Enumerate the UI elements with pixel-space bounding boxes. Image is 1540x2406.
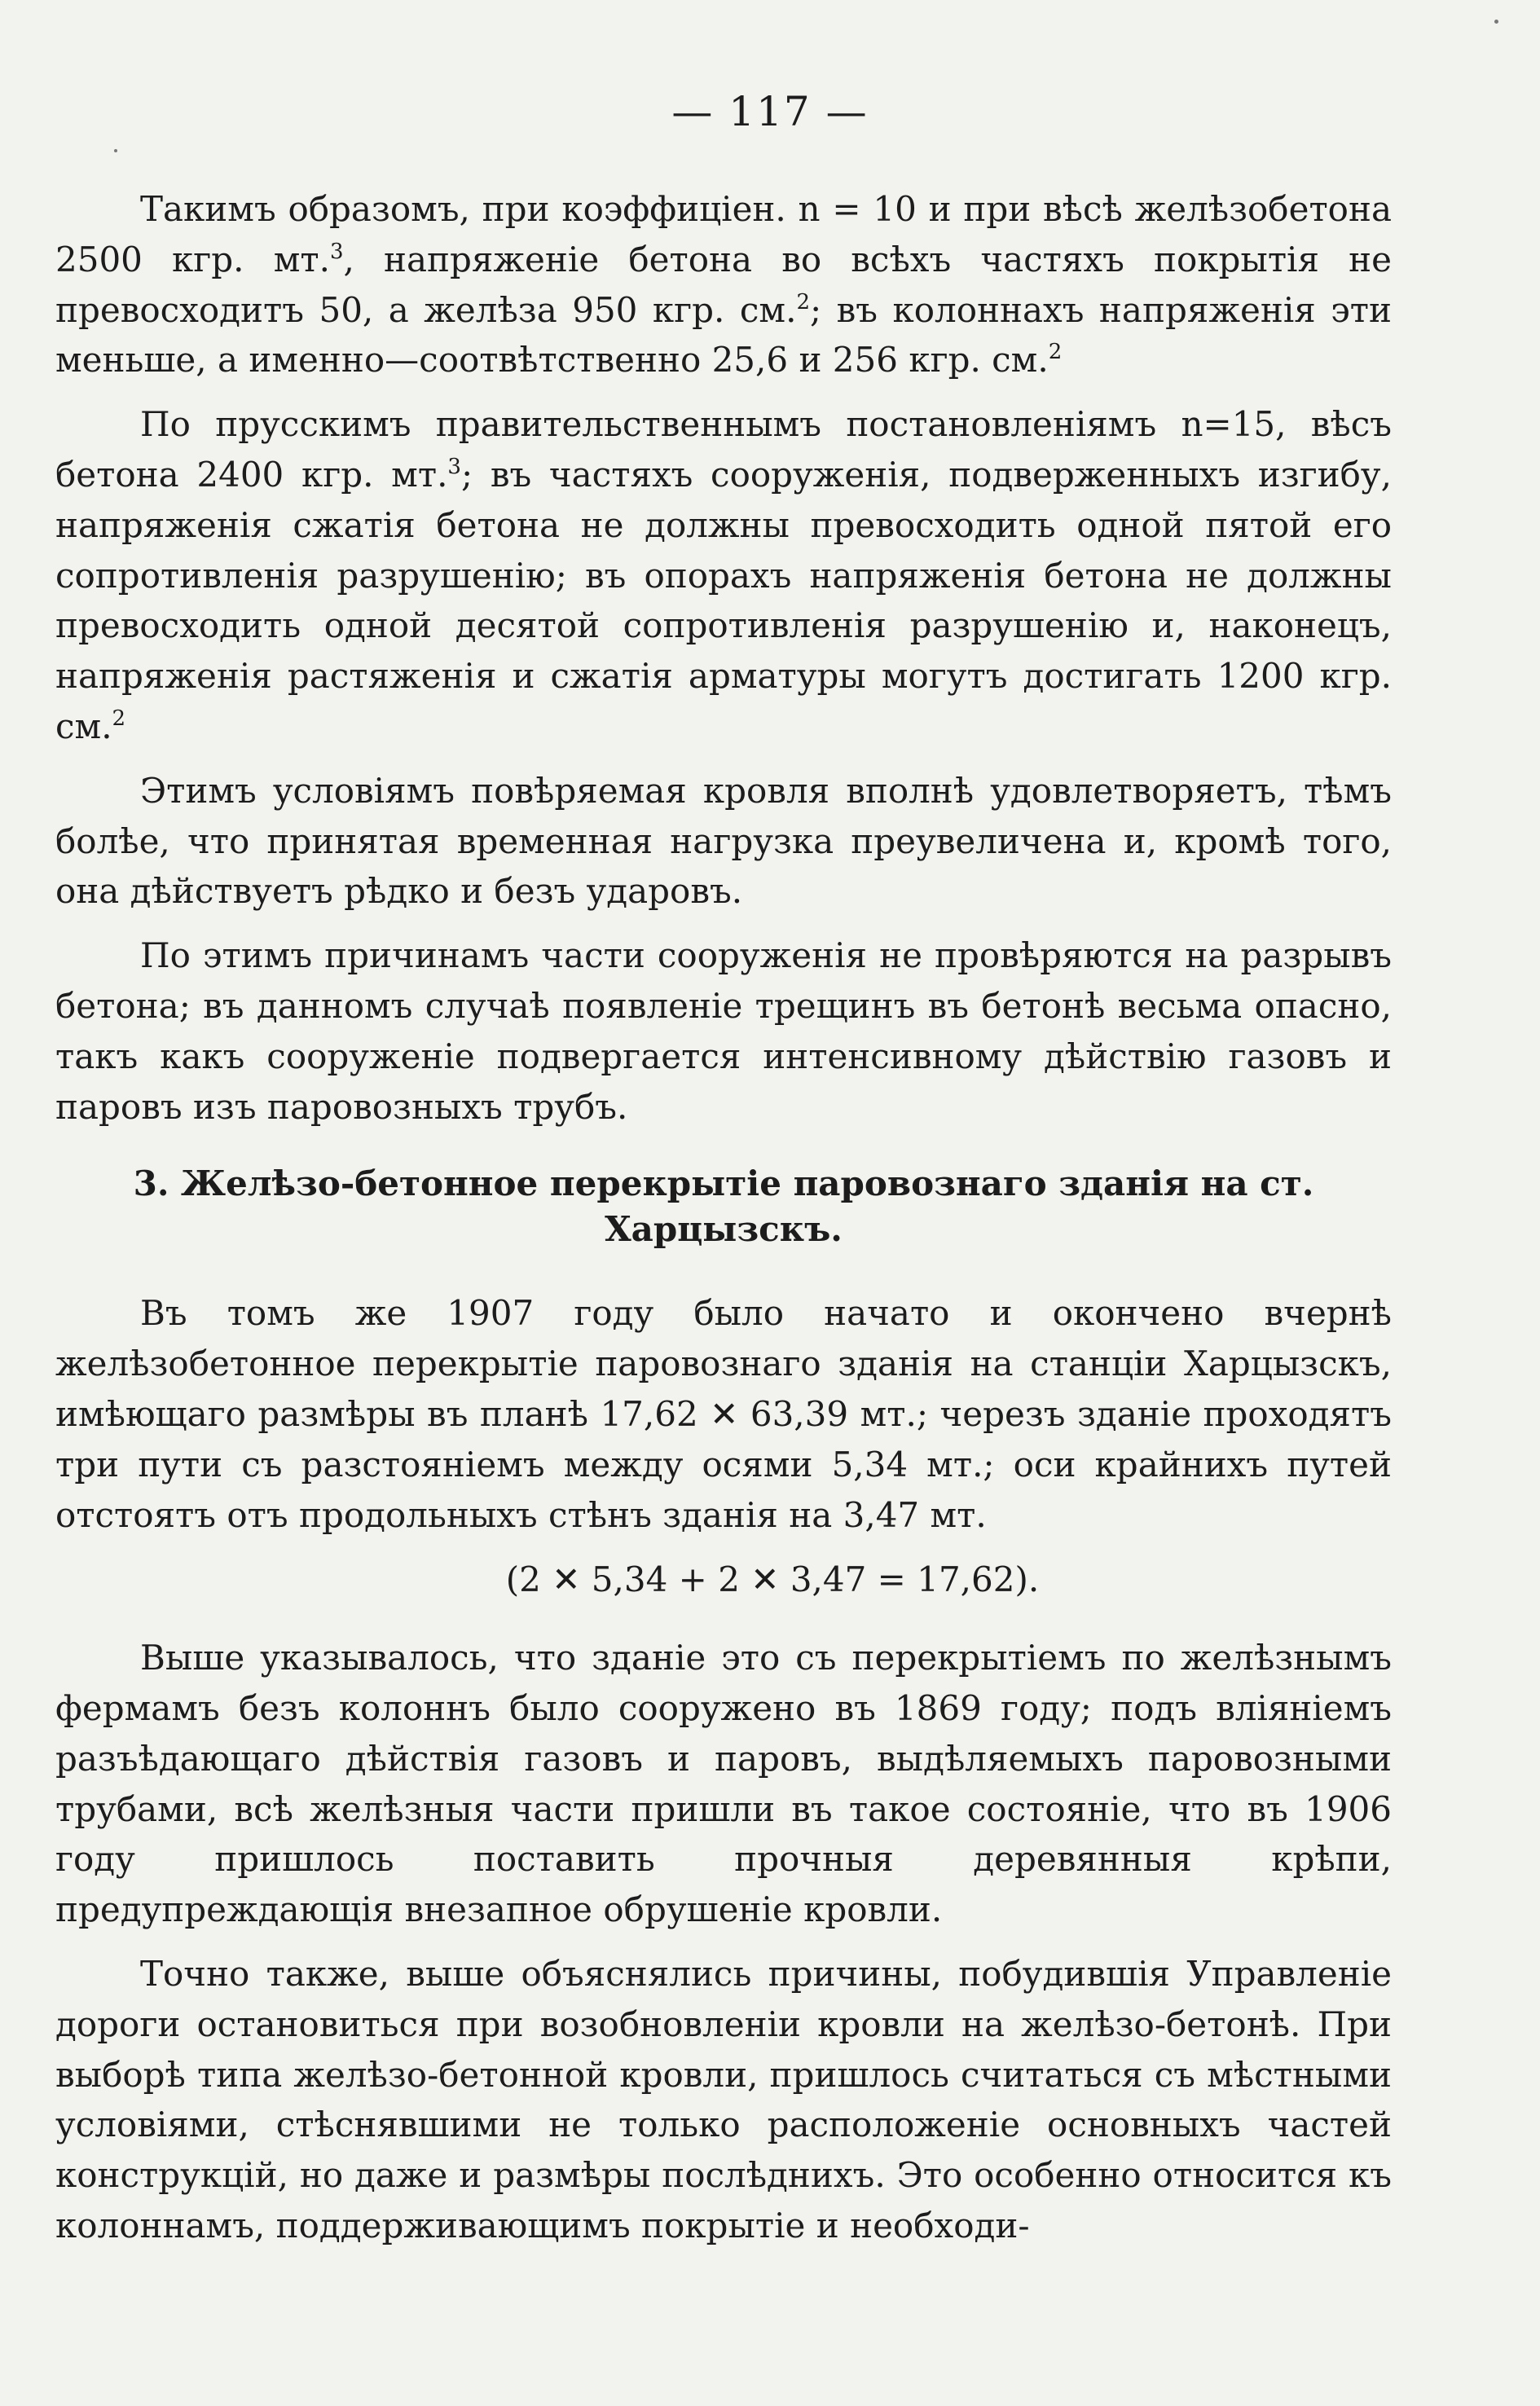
paragraph-2: По прусскимъ правительственнымъ постановленіямъ n=15, вѣсъ бетона 2400 кгр. мт.$^3$; въ частяхъ сооруженія, подверженныхъ изгибу, напряженія сжатія бетона не должны превосходить одной пятой его сопротивленія разрушенію; въ опорахъ напряженія бетона не должны превосходить одной десятой сопротивленія разрушенію и, наконецъ, напряженія растяженія и сжатія арматуры могутъ достигать 1200 кгр. см.$^2$	[55, 404, 1392, 746]
paragraph-6: Выше указывалось, что зданіе это съ перекрытіемъ по желѣзнымъ фермамъ безъ колоннъ было сооружено въ 1869 году; подъ вліяніемъ разъѣдающаго дѣйствія газовъ и паровъ, выдѣляемыхъ паровозными трубами, всѣ желѣзныя части пришли въ такое состояніе, что въ 1906 году пришлось поставить прочныя деревянныя крѣпи, предупреждающія внезапное обрушеніе кровли.	[55, 1638, 1392, 1930]
paragraph-7: Точно также, выше объяснялись причины, побудившія Управленіе дороги остановиться при возобновленіи кровли на желѣзо-бетонѣ. При выборѣ типа желѣзо-бетонной кровли, пришлось считаться съ мѣстными условіями, стѣснявшими не только расположеніе основныхъ частей конструкцій, но даже и размѣры послѣднихъ. Это особенно относится къ колоннамъ, поддерживающимъ покрытіе и необходи-	[55, 1953, 1392, 2245]
section-heading: 3. Желѣзо-бетонное перекрытіе паровознаго зданія на ст. Харцызскъ.	[133, 1163, 1314, 1250]
paragraph-1: Такимъ образомъ, при коэффиціен. n = 10 и при вѣсѣ желѣзобетона 2500 кгр. мт.$^3$, напряженіе бетона во всѣхъ частяхъ покрытія не превосходитъ 50, а желѣза 950 кгр. см.$^2$; въ колоннахъ напряженія эти меньше, а именно—соотвѣтственно 25,6 и 256 кгр. см.$^2$	[55, 189, 1392, 380]
paragraph-4: По этимъ причинамъ части сооруженія не провѣряются на разрывъ бетона; въ данномъ случаѣ появленіе трещинъ въ бетонѣ весьма опасно, такъ какъ сооруженіе подвергается интенсивному дѣйствію газовъ и паровъ изъ паровозныхъ трубъ.	[55, 935, 1392, 1127]
print-speck	[1494, 20, 1498, 24]
paragraph-3: Этимъ условіямъ повѣряемая кровля вполнѣ удовлетворяетъ, тѣмъ болѣе, что принятая временная нагрузка преувеличена и, кромѣ того, она дѣйствуетъ рѣдко и безъ ударовъ.	[55, 770, 1392, 912]
page-number: — 117 —	[671, 88, 869, 135]
formula: (2 ✕ 5,34 + 2 ✕ 3,47 = 17,62).	[505, 1559, 1040, 1600]
body-text	[55, 184, 1392, 2265]
paragraph-5: Въ томъ же 1907 году было начато и окончено вчернѣ желѣзобетонное перекрытіе паровознаго зданія на станціи Харцызскъ, имѣющаго размѣры въ планѣ 17,62 ✕ 63,39 мт.; черезъ зданіе проходятъ три пути съ разстояніемъ между осями 5,34 мт.; оси крайнихъ путей отстоятъ отъ продольныхъ стѣнъ зданія на 3,47 мт.	[55, 1293, 1392, 1535]
print-speck	[114, 149, 117, 152]
